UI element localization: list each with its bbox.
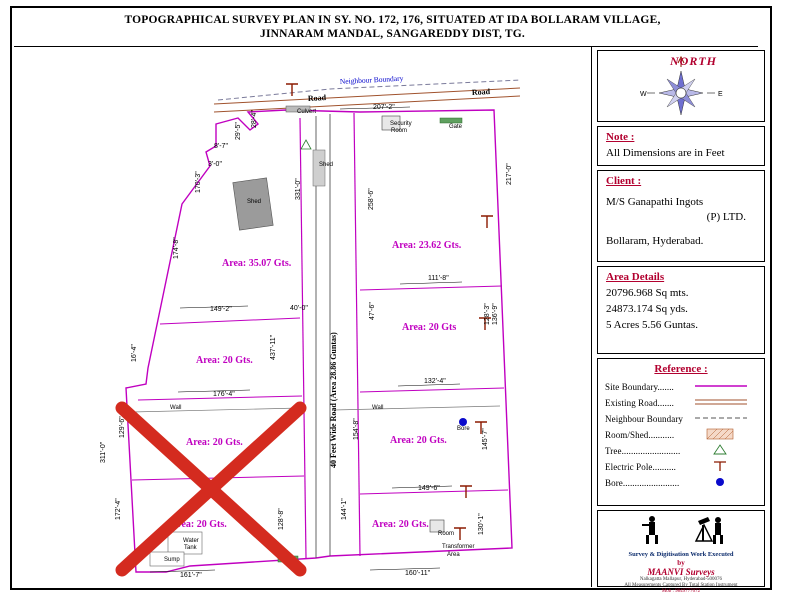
dimension-label: 111'-8" (428, 275, 449, 282)
client-heading: Client : (606, 175, 642, 187)
dimension-label: 16'-4" (131, 344, 138, 362)
client-address: Bollaram, Hyderabad. (606, 235, 704, 247)
red-cross-mark (122, 408, 300, 570)
dimension-label: 207'-2" (373, 104, 395, 111)
parcel-area-label: Area: 35.07 Gts. (222, 258, 292, 269)
neighbour-boundary-icon (693, 412, 751, 426)
area-details-row: 24873.174 Sq yds. (606, 303, 688, 315)
security-room-label: Security (390, 121, 412, 127)
dimension-label: 29'-5" (235, 122, 242, 140)
bore-label-label: Bore (457, 426, 470, 432)
legend-label: Tree......................... (605, 446, 681, 456)
dimension-label: 136'-9" (492, 303, 499, 325)
transformer-label: Transformer (442, 544, 475, 550)
credit-mobile: Mob : 9849777072 (661, 589, 701, 594)
dimension-label: 161'-7" (180, 572, 202, 579)
legend-item-site-boundary (605, 379, 764, 395)
area-details-row: 5 Acres 5.56 Guntas. (606, 319, 698, 331)
note-text: All Dimensions are in Feet (606, 147, 725, 159)
dimension-label: 160'-11" (405, 570, 431, 577)
room-shed-icon (693, 428, 751, 442)
credit-line-1: Survey & Digitisation Work Executed (628, 551, 734, 558)
north-compass-box (597, 50, 765, 122)
legend-item-neighbour-boundary (605, 411, 764, 427)
legend-item-room-shed (605, 427, 764, 443)
compass-w-label: W (640, 91, 647, 98)
legend-label: Neighbour Boundary (605, 414, 684, 424)
dimension-label: 217'-0" (506, 163, 513, 185)
dimension-label: 258'-6" (368, 188, 375, 210)
legend-item-existing-road (605, 395, 764, 411)
water-tank-2-label: Tank (184, 545, 197, 551)
credit-instrument-note: All Measurements Captured By Total Station Instrument (624, 583, 738, 588)
credit-address: Nalkagatta Mallapur, Hyderabad-500076 (639, 577, 723, 582)
dimension-label: 144'-1" (341, 498, 348, 520)
dimension-label: 172'-4" (115, 498, 122, 520)
client-name-line-1: M/S Ganapathi Ingots (606, 196, 704, 208)
dimension-label: 132'-4" (424, 378, 446, 385)
parcel-area-label: Area: 20 Gts. (186, 437, 243, 448)
parcel-area-label: Area: 20 Gts. (390, 435, 447, 446)
neighbour-boundary-label: Neighbour Boundary (339, 73, 404, 86)
dimension-label: 128'-8" (278, 508, 285, 530)
legend-label: Room/Shed........... (605, 430, 675, 440)
legend-label: Site Boundary....... (605, 382, 674, 392)
map-panel (14, 47, 592, 587)
credit-company-name: MAANVI Surveys (647, 567, 715, 577)
legend-label: Bore........................ (605, 478, 680, 488)
credit-by: by (677, 559, 685, 567)
sump-label: Sump (164, 557, 180, 563)
area-details-box (597, 266, 765, 354)
dimension-label: 145'-7" (482, 428, 489, 450)
security-room-2-label: Room (391, 128, 408, 134)
parcel-area-label: Area: 20 Gts (402, 322, 457, 333)
dimension-label: 8'-7" (214, 143, 228, 150)
parcel-area-label: Area: 20 Gts. (372, 519, 429, 530)
water-tank-label: Water (183, 538, 199, 544)
site-boundary-icon (693, 380, 751, 394)
dimension-label: 47'-6" (369, 302, 376, 320)
parcel-area-label: Area: 23.62 Gts. (392, 240, 462, 251)
client-name-line-2: (P) LTD. (706, 211, 746, 223)
area-details-heading: Area Details (606, 271, 665, 283)
surveyor-credit-box (597, 510, 765, 594)
wall-left-label: Wall (170, 405, 182, 411)
dimension-label: 170'-3" (195, 171, 202, 193)
bore-icon (693, 476, 751, 490)
dimension-label: 28'-4" (251, 110, 258, 128)
page-title (30, 10, 755, 44)
culvert-label: Culvert (297, 109, 317, 115)
legend-item-tree (605, 443, 764, 459)
road-label: 40 Feet Wide Road (Area 28.86 Guntas) (329, 332, 338, 468)
room-label-label: Room (438, 531, 455, 537)
reference-heading: Reference : (654, 363, 708, 375)
reference-legend-box (597, 358, 765, 506)
dimension-label: 176'-4" (213, 391, 235, 398)
legend-label: Existing Road....... (605, 398, 674, 408)
dimension-label: 174'-8" (173, 237, 180, 259)
parcel-area-label: Area: 20 Gts. (196, 355, 253, 366)
road-label: Road (307, 93, 327, 103)
shed-vertical-label: Shed (319, 162, 334, 168)
wall-right-label: Wall (372, 405, 384, 411)
dimension-label: 129'-6" (119, 416, 126, 438)
surveyor-silhouette-icon (598, 511, 764, 545)
parcel-area-label: Area: 20 Gts. (170, 519, 227, 530)
north-label: NORTH (670, 54, 717, 68)
tree-icon (693, 444, 751, 458)
dimension-label: 154'-8" (353, 418, 360, 440)
title-line-1: TOPOGRAPHICAL SURVEY PLAN IN SY. NO. 172, 176, SITUATED AT IDA BOLLARAM VILLAGE, (124, 14, 661, 26)
dimension-label: 331'-0" (295, 178, 302, 200)
dimension-label: 311'-0" (100, 441, 107, 463)
road-label: Road (471, 87, 491, 97)
legend-item-electric-pole (605, 459, 764, 475)
legend-item-bore (605, 475, 764, 491)
dimension-label: 149'-2" (210, 306, 232, 313)
title-line-2: JINNARAM MANDAL, SANGAREDDY DIST, TG. (260, 28, 525, 40)
electric-pole-icon (693, 460, 751, 474)
dimension-label: 130'-1" (478, 513, 485, 535)
dimension-label: 437'-11" (270, 334, 277, 360)
legend-label: Electric Pole.......... (605, 462, 677, 472)
transformer-2-label: Area (447, 552, 460, 558)
existing-road-icon (693, 396, 751, 410)
dimension-label: 128'-3" (484, 303, 491, 325)
dimension-label: 149'-6" (418, 485, 440, 492)
client-box (597, 170, 765, 262)
gate-label: Gate (449, 124, 463, 130)
compass-e-label: E (718, 91, 723, 98)
dimension-label: 40'-0" (290, 305, 308, 312)
dimension-label: 3'-0" (208, 161, 222, 168)
note-box (597, 126, 765, 166)
area-details-row: 20796.968 Sq mts. (606, 287, 689, 299)
map-drawing (14, 47, 592, 587)
note-heading: Note : (606, 131, 635, 143)
shed-label-label: Shed (247, 199, 262, 205)
